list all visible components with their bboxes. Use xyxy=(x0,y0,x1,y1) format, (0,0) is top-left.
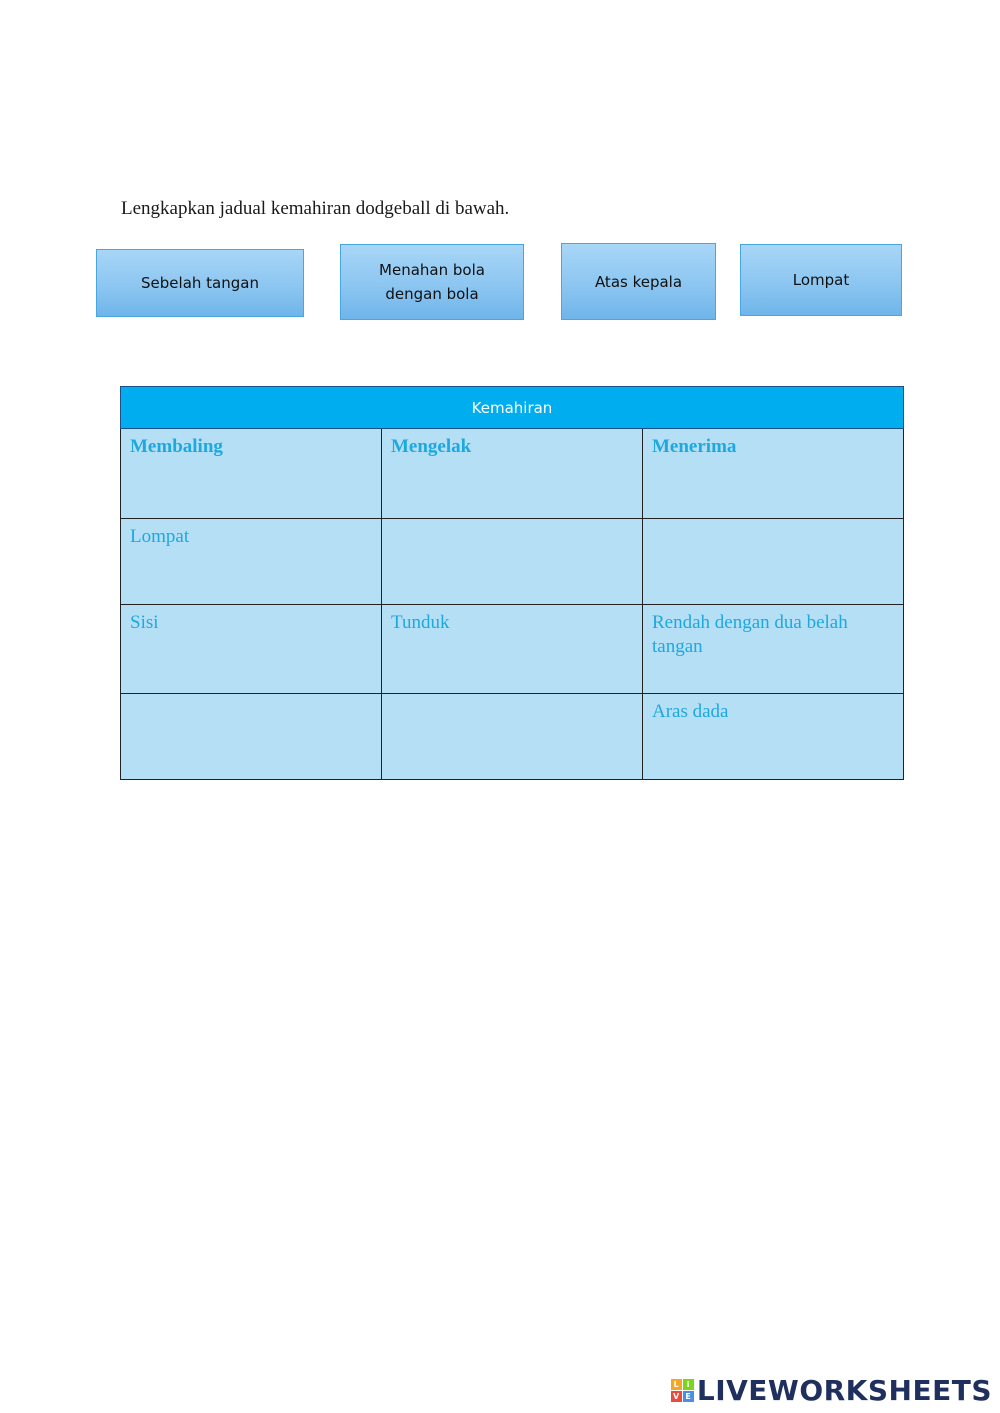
column-header-mengelak: Mengelak xyxy=(382,429,643,519)
drop-zone-cell[interactable] xyxy=(643,519,904,605)
cell-text: Aras dada xyxy=(652,701,729,722)
chip-label-line-1: Menahan bola xyxy=(379,261,485,279)
table-title: Kemahiran xyxy=(121,387,904,429)
table-row xyxy=(121,694,904,780)
cell-text: Rendah dengan dua belah tangan xyxy=(652,612,848,657)
column-header-menerima: Menerima xyxy=(643,429,904,519)
logo-tile: L xyxy=(671,1379,682,1390)
chip-label: Atas kepala xyxy=(594,272,683,291)
liveworksheets-logo xyxy=(671,1374,992,1407)
table-cell xyxy=(643,694,904,780)
skills-table xyxy=(120,386,904,780)
table-cell xyxy=(382,605,643,694)
cell-text: Lompat xyxy=(130,526,190,547)
brand-name: LIVEWORKSHEETS xyxy=(696,1374,992,1407)
cell-text xyxy=(391,525,633,549)
table-cell xyxy=(121,519,382,605)
table-row xyxy=(121,605,904,694)
draggable-answer-lompat[interactable] xyxy=(740,244,902,316)
draggable-answer-sebelah-tangan[interactable] xyxy=(96,249,304,317)
logo-tile: V xyxy=(671,1391,682,1402)
table-header-row xyxy=(121,429,904,519)
drop-zone-cell[interactable] xyxy=(121,694,382,780)
cell-text xyxy=(391,700,633,724)
cell-text: Sisi xyxy=(130,612,159,633)
column-header-membaling: Membaling xyxy=(121,429,382,519)
cell-text xyxy=(130,700,372,724)
drop-zone-cell[interactable] xyxy=(382,694,643,780)
table-row xyxy=(121,519,904,605)
instruction-text: Lengkapkan jadual kemahiran dodgeball di bawah. xyxy=(121,198,510,219)
logo-tile: E xyxy=(683,1391,694,1402)
chip-label-line-2: dengan bola xyxy=(385,285,479,303)
table-cell xyxy=(121,605,382,694)
draggable-answer-atas-kepala[interactable] xyxy=(561,243,716,320)
chip-label: Sebelah tangan xyxy=(141,274,259,292)
brand-logo-icon xyxy=(671,1379,694,1402)
table-cell xyxy=(643,605,904,694)
cell-text xyxy=(652,525,894,549)
chip-label: Lompat xyxy=(792,271,850,289)
cell-text: Tunduk xyxy=(391,612,450,633)
drop-zone-cell[interactable] xyxy=(382,519,643,605)
logo-tile: i xyxy=(683,1379,694,1390)
draggable-answer-menahan-bola[interactable] xyxy=(340,244,524,320)
